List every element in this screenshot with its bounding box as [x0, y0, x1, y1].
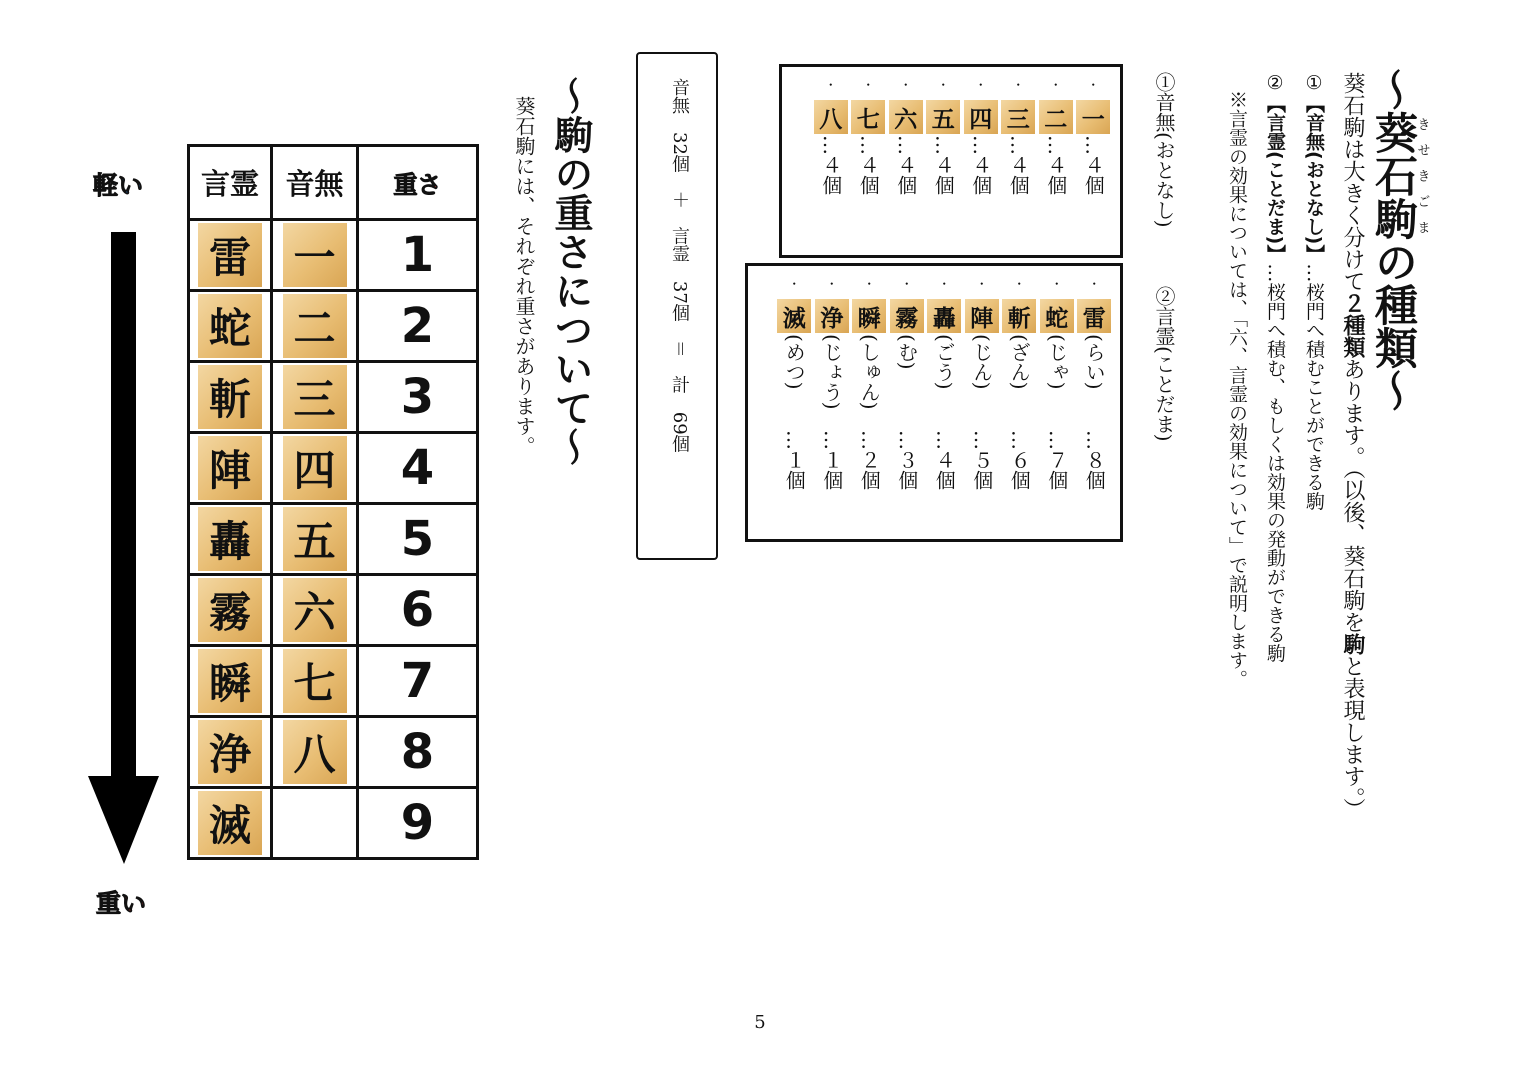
header-weight — [358, 146, 478, 220]
otonashi-piece: ・ 五 …４個 — [925, 79, 963, 195]
total-box — [636, 52, 718, 560]
piece-count: …４個 — [856, 135, 881, 195]
table-row — [189, 433, 478, 504]
piece-tile: 雷 — [1077, 299, 1111, 333]
total-text: 音無 32個 ＋ 言霊 37個 ＝ 計 69個 — [669, 78, 690, 453]
piece-reading: (ごう) — [932, 334, 957, 390]
piece-tile: 霧 — [890, 299, 924, 333]
otonashi-piece: ・ 二 …４個 — [1037, 79, 1075, 195]
piece-tile: 蛇 — [1040, 299, 1074, 333]
weight-value: 8 — [358, 717, 478, 788]
table-row — [189, 291, 478, 362]
piece-count: …４個 — [893, 135, 918, 195]
piece-tile: 八 — [814, 100, 848, 134]
otonashi-piece: ・ 一 …４個 — [1075, 79, 1113, 195]
piece-reading: (む) — [894, 334, 919, 370]
section1-item-kotodama: ②【言霊(ことだま)】…桜門へ積む、もしくは効果の発動ができる駒 — [1264, 72, 1286, 663]
kotodama-piece-list — [776, 278, 1114, 490]
kotodama-piece: ・ 斬 (ざん) …６個 — [1001, 278, 1039, 490]
otonashi-tile: 八 — [283, 720, 347, 784]
weight-value: 1 — [358, 220, 478, 291]
table-row — [189, 504, 478, 575]
light-label: 軽い — [93, 171, 144, 200]
otonashi-piece: ・ 四 …４個 — [962, 79, 1000, 195]
piece-count: …８個 — [1082, 430, 1107, 490]
piece-reading: (しゅん) — [857, 334, 882, 410]
piece-tile: 滅 — [777, 299, 811, 333]
otonashi-piece-list — [812, 79, 1112, 195]
piece-tile: 七 — [851, 100, 885, 134]
category-kotodama-label: ②言霊(ことだま) — [1152, 286, 1176, 442]
table-row — [189, 362, 478, 433]
kotodama-tile: 浄 — [198, 720, 262, 784]
kotodama-piece: ・ 轟 (ごう) …４個 — [926, 278, 964, 490]
otonashi-tile: 一 — [283, 223, 347, 287]
piece-reading: (ざん) — [1007, 334, 1032, 390]
weight-value: 7 — [358, 646, 478, 717]
piece-count: …５個 — [969, 430, 994, 490]
kotodama-piece: ・ 霧 (む) …３個 — [888, 278, 926, 490]
piece-count: …６個 — [1007, 430, 1032, 490]
piece-tile: 浄 — [815, 299, 849, 333]
piece-tile: 一 — [1076, 100, 1110, 134]
title-main: 葵石駒 — [1368, 111, 1418, 240]
title-rest: の種類～ — [1368, 240, 1418, 412]
kotodama-piece: ・ 滅 (めつ) …１個 — [776, 278, 814, 490]
otonashi-tile: 五 — [283, 507, 347, 571]
piece-reading: (じょう) — [819, 334, 844, 410]
kotodama-piece: ・ 雷 (らい) …８個 — [1076, 278, 1114, 490]
otonashi-piece: ・ 七 …４個 — [850, 79, 888, 195]
piece-reading: (らい) — [1082, 334, 1107, 390]
otonashi-tile: 六 — [283, 578, 347, 642]
kotodama-pieces-box — [745, 263, 1123, 542]
kotodama-tile: 陣 — [198, 436, 262, 500]
title-ruby-word — [1368, 111, 1430, 240]
piece-tile: 四 — [964, 100, 998, 134]
otonashi-piece: ・ 六 …４個 — [887, 79, 925, 195]
piece-count: …３個 — [894, 430, 919, 490]
otonashi-tile: 三 — [283, 365, 347, 429]
piece-tile: 斬 — [1002, 299, 1036, 333]
kotodama-piece: ・ 浄 (じょう) …１個 — [813, 278, 851, 490]
section2-text: 葵石駒には、それぞれ重さがあります。 — [512, 96, 536, 456]
kotodama-tile: 雷 — [198, 223, 262, 287]
weight-value: 3 — [358, 362, 478, 433]
empty-cell — [272, 788, 358, 859]
kotodama-piece: ・ 陣 (じん) …５個 — [963, 278, 1001, 490]
piece-count: …４個 — [1081, 135, 1106, 195]
heavy-label: 重い — [96, 889, 147, 918]
intro-two-kinds: ２種類 — [1340, 292, 1365, 358]
otonashi-piece: ・ 三 …４個 — [1000, 79, 1038, 195]
otonashi-pieces-box — [779, 64, 1123, 258]
piece-tile: 陣 — [965, 299, 999, 333]
piece-count: …４個 — [1043, 135, 1068, 195]
piece-tile: 二 — [1039, 100, 1073, 134]
kotodama-piece: ・ 瞬 (しゅん) …２個 — [851, 278, 889, 490]
piece-reading: (じん) — [969, 334, 994, 390]
weight-table-header — [189, 146, 478, 220]
kotodama-tile: 蛇 — [198, 294, 262, 358]
otonashi-tile: 四 — [283, 436, 347, 500]
kotodama-tile: 滅 — [198, 791, 262, 855]
piece-count: …２個 — [857, 430, 882, 490]
piece-tile: 瞬 — [852, 299, 886, 333]
section1-note: ※言霊の効果については、「六、言霊の効果について」で説明します。 — [1226, 90, 1248, 689]
section1-title — [1367, 68, 1429, 412]
header-kotodama: 言霊 — [189, 146, 272, 220]
otonashi-tile: 七 — [283, 649, 347, 713]
piece-count: …１個 — [782, 430, 807, 490]
table-row — [189, 717, 478, 788]
category-otonashi-label: ①音無(おとなし) — [1152, 72, 1176, 228]
down-arrow-icon — [86, 228, 166, 868]
kotodama-tile: 瞬 — [198, 649, 262, 713]
weight-badge: 重さ — [393, 171, 442, 199]
kotodama-piece: ・ 蛇 (じゃ) …７個 — [1038, 278, 1076, 490]
table-row — [189, 220, 478, 291]
piece-count: …４個 — [968, 135, 993, 195]
piece-reading: (じゃ) — [1044, 334, 1069, 390]
section2-title: ～駒の重さについて～ — [548, 76, 593, 466]
piece-tile: 五 — [926, 100, 960, 134]
piece-tile: 六 — [889, 100, 923, 134]
weight-value: 6 — [358, 575, 478, 646]
title-ruby: きせきごま — [1414, 111, 1430, 240]
piece-count: …１個 — [819, 430, 844, 490]
intro-koma: 駒 — [1340, 633, 1365, 655]
piece-count: …４個 — [932, 430, 957, 490]
weight-value: 5 — [358, 504, 478, 575]
otonashi-tile: 二 — [283, 294, 347, 358]
section1-item-otonashi: ①【音無(おとなし)】…桜門へ積むことができる駒 — [1303, 72, 1325, 511]
weight-value: 9 — [358, 788, 478, 859]
kotodama-tile: 霧 — [198, 578, 262, 642]
weight-table — [187, 144, 479, 860]
kotodama-tile: 斬 — [198, 365, 262, 429]
title-tilde-open: ～ — [1368, 68, 1418, 111]
piece-count: …４個 — [818, 135, 843, 195]
piece-reading: (めつ) — [782, 334, 807, 390]
table-row — [189, 788, 478, 859]
kotodama-tile: 轟 — [198, 507, 262, 571]
piece-tile: 轟 — [927, 299, 961, 333]
piece-count: …４個 — [931, 135, 956, 195]
weight-value: 4 — [358, 433, 478, 504]
table-row — [189, 646, 478, 717]
piece-tile: 三 — [1001, 100, 1035, 134]
weight-value: 2 — [358, 291, 478, 362]
header-otonashi: 音無 — [272, 146, 358, 220]
piece-count: …７個 — [1044, 430, 1069, 490]
table-row — [189, 575, 478, 646]
piece-count: …４個 — [1006, 135, 1031, 195]
otonashi-piece: ・ 八 …４個 — [812, 79, 850, 195]
section1-intro: 葵石駒は大きく分けて２種類あります。（以後、葵石駒を駒と表現します。） — [1340, 72, 1365, 820]
page-number: 5 — [754, 1012, 766, 1033]
